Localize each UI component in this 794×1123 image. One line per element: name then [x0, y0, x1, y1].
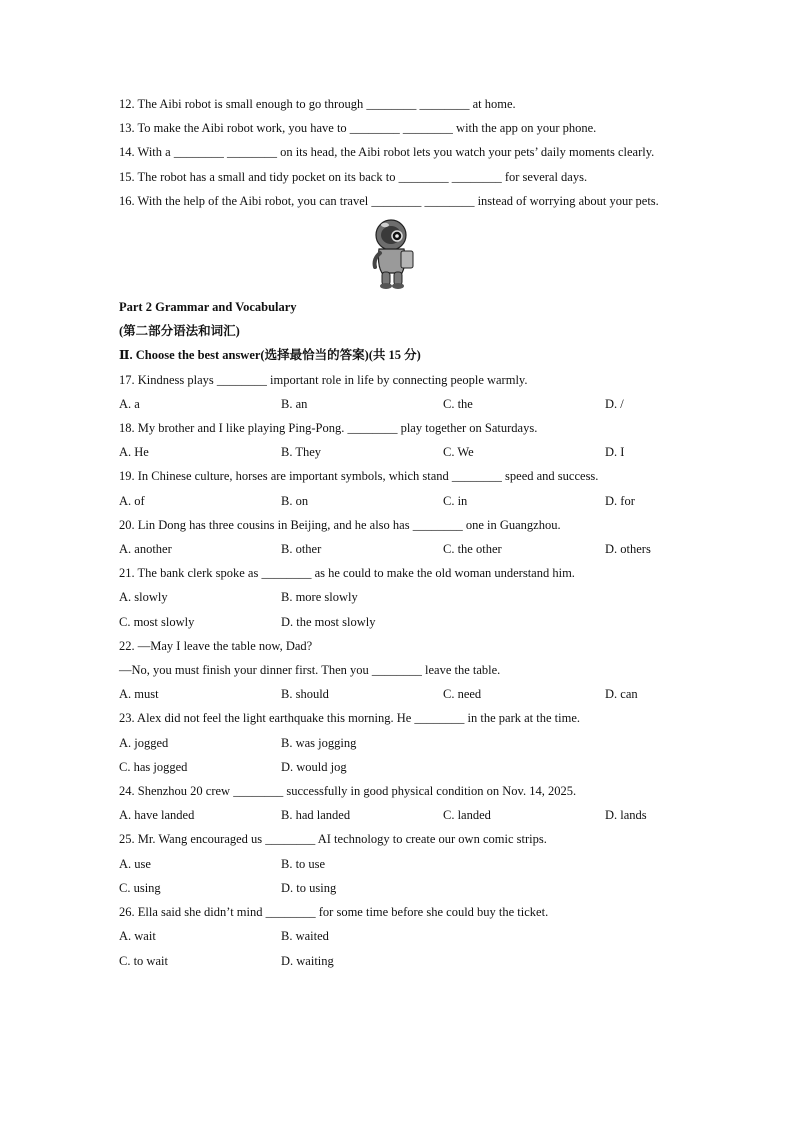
option-a: A. must	[119, 687, 159, 702]
question-14: 14. With a ________ ________ on its head, the Aibi robot lets you watch your pets’ daily moments clearly.	[119, 145, 655, 160]
options-row	[119, 755, 679, 779]
option-d: D. waiting	[281, 953, 334, 968]
option-c: C. in	[443, 493, 468, 508]
question-15: 15. The robot has a small and tidy pocket on its back to ________ ________ for several days.	[119, 169, 588, 184]
option-d: D. can	[605, 687, 638, 702]
option-c: C. need	[443, 687, 482, 702]
option-b: B. should	[281, 687, 329, 702]
question-stem: 18. My brother and I like playing Ping-Pong. ________ play together on Saturdays.	[119, 421, 538, 436]
question-stem: 20. Lin Dong has three cousins in Beijing, and he also has ________ one in Guangzhou.	[119, 517, 561, 532]
option-c: C. We	[443, 445, 474, 460]
option-c: C. most slowly	[119, 614, 195, 629]
question-24	[119, 779, 679, 827]
option-b: B. on	[281, 493, 309, 508]
question-22	[119, 634, 679, 707]
options-row	[119, 392, 679, 416]
question-19	[119, 464, 679, 512]
option-a: A. slowly	[119, 590, 168, 605]
question-stem: 25. Mr. Wang encouraged us ________ AI technology to create our own comic strips.	[119, 832, 547, 847]
option-a: A. a	[119, 396, 140, 411]
question-20	[119, 513, 679, 561]
options-row	[119, 585, 679, 609]
option-c: C. has jogged	[119, 759, 188, 774]
question-stem: 26. Ella said she didn’t mind ________ for some time before she could buy the ticket.	[119, 905, 549, 920]
option-d: D. for	[605, 493, 635, 508]
question-18	[119, 416, 679, 464]
robot-illustration	[119, 213, 679, 295]
option-b: B. had landed	[281, 808, 351, 823]
question-12: 12. The Aibi robot is small enough to go through ________ ________ at home.	[119, 97, 516, 111]
option-d: D. to using	[281, 880, 337, 895]
robot-figure-icon	[367, 217, 419, 291]
options-row	[119, 852, 679, 876]
question-17	[119, 368, 679, 416]
option-d: D. would jog	[281, 759, 347, 774]
question-stem: 23. Alex did not feel the light earthquake this morning. He ________ in the park at the time.	[119, 711, 581, 726]
question-26	[119, 900, 679, 973]
option-c: C. the	[443, 396, 473, 411]
options-row	[119, 803, 679, 827]
option-a: A. of	[119, 493, 145, 508]
option-a: A. use	[119, 856, 151, 871]
option-b: B. They	[281, 445, 322, 460]
question-stem: 22. —May I leave the table now, Dad?	[119, 638, 313, 653]
options-row	[119, 876, 679, 900]
options-row	[119, 440, 679, 464]
question-21	[119, 561, 679, 634]
option-c: C. to wait	[119, 953, 168, 968]
question-16: 16. With the help of the Aibi robot, you can travel ________ ________ instead of worrying about your pets.	[119, 193, 659, 208]
options-row	[119, 489, 679, 513]
option-a: A. He	[119, 445, 149, 460]
option-b: B. waited	[281, 929, 329, 944]
option-c: C. the other	[443, 542, 502, 557]
question-23	[119, 706, 679, 779]
section-heading: Ⅱ. Choose the best answer(选择最恰当的答案)(共 15 分)	[119, 348, 421, 363]
option-d: D. others	[605, 542, 651, 557]
option-b: B. more slowly	[281, 590, 358, 605]
options-row	[119, 731, 679, 755]
part2-title: Part 2 Grammar and Vocabulary	[119, 300, 297, 315]
option-d: D. the most slowly	[281, 614, 376, 629]
option-a: A. have landed	[119, 808, 195, 823]
option-b: B. other	[281, 542, 322, 557]
option-a: A. jogged	[119, 735, 169, 750]
option-a: A. wait	[119, 929, 156, 944]
option-d: D. I	[605, 445, 625, 460]
question-stem: 21. The bank clerk spoke as ________ as he could to make the old woman understand him.	[119, 566, 575, 581]
options-row	[119, 682, 679, 706]
options-row	[119, 924, 679, 948]
question-stem: 17. Kindness plays ________ important role in life by connecting people warmly.	[119, 372, 528, 387]
option-c: C. landed	[443, 808, 491, 823]
options-row	[119, 610, 679, 634]
part1-questions	[119, 92, 679, 213]
options-row	[119, 949, 679, 973]
option-b: B. to use	[281, 856, 326, 871]
exam-content	[119, 92, 679, 973]
option-a: A. another	[119, 542, 172, 557]
question-13: 13. To make the Aibi robot work, you have to ________ ________ with the app on your phone.	[119, 121, 597, 136]
options-row	[119, 537, 679, 561]
option-d: D. lands	[605, 808, 647, 823]
question-stem: 19. In Chinese culture, horses are important symbols, which stand ________ speed and success.	[119, 469, 599, 484]
part2-subtitle: (第二部分语法和词汇)	[119, 324, 240, 339]
question-25	[119, 827, 679, 900]
question-stem-reply: —No, you must finish your dinner first. Then you ________ leave the table.	[119, 663, 501, 678]
option-c: C. using	[119, 880, 161, 895]
option-b: B. an	[281, 396, 308, 411]
option-d: D. /	[605, 396, 624, 411]
option-b: B. was jogging	[281, 735, 357, 750]
question-stem: 24. Shenzhou 20 crew ________ successfully in good physical condition on Nov. 14, 2025.	[119, 784, 577, 799]
